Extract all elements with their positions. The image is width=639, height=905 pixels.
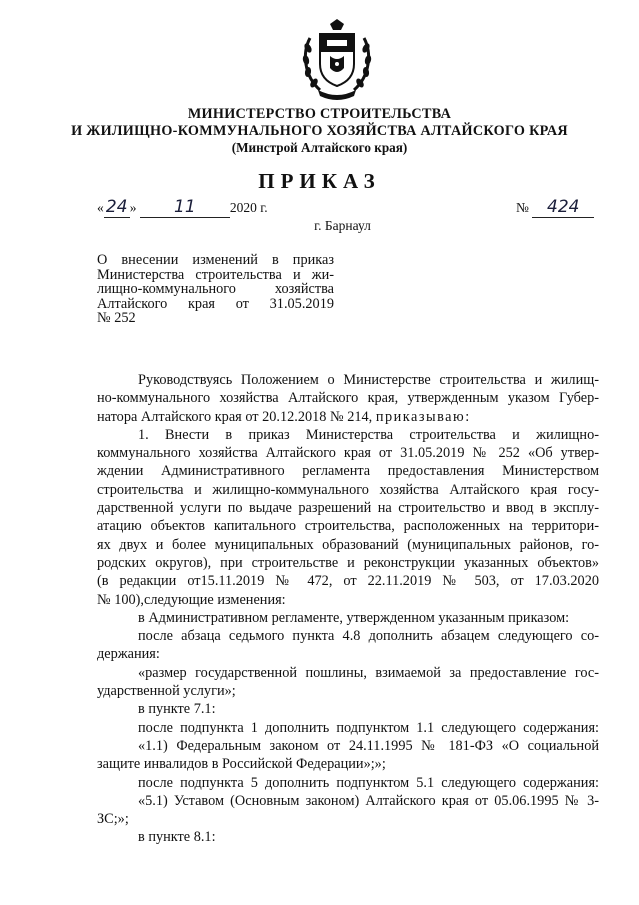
date-year: 2020 г. [229, 200, 268, 215]
date-close-quote: » [129, 200, 137, 215]
date-day: 24 [104, 197, 130, 218]
body-line: после подпункта 1 дополнить подпунктом 1.1 следующего содержания: [138, 719, 599, 736]
order-body [97, 371, 599, 847]
body-line: в Административном регламенте, утвержденном указанным приказом: [138, 609, 570, 626]
order-subject [97, 253, 334, 326]
body-line: (в редакции от15.11.2019 № 472, от 22.11.2019 № 503, от 17.03.2020 [97, 573, 599, 590]
body-line: в пункте 8.1: [138, 829, 216, 846]
subject-line: О внесении изменений в приказ [97, 252, 334, 268]
subject-line: Алтайского края от 31.05.2019 [97, 295, 334, 312]
subject-line: № 252 [97, 310, 136, 326]
number-value: 424 [532, 197, 594, 218]
number-label: № [516, 200, 529, 215]
document-type-title: ПРИКАЗ [258, 169, 381, 193]
document-date [97, 197, 268, 218]
date-month: 11 [140, 197, 230, 218]
altai-krai-coat-of-arms-icon [300, 18, 374, 102]
body-line: «1.1) Федеральным законом от 24.11.1995 № 181-ФЗ «О социальной [138, 737, 599, 754]
body-line-text: натора Алтайского края от 20.12.2018 № 214, [97, 408, 373, 425]
ministry-short-name: (Минстрой Алтайского края) [231, 140, 408, 155]
body-line: дарственной услуги по выдаче разрешений на строительство и ввод в эксплу- [97, 500, 599, 517]
body-line: атацию объектов капитального строительства, расположенных на территори- [97, 518, 599, 535]
order-directive-word: приказываю [375, 408, 466, 425]
body-line: родских округов), при строительстве и реконструкции указанных объектов» [97, 554, 599, 571]
body-line: в пункте 7.1: [138, 701, 216, 718]
subject-line: Министерства строительства и жи- [97, 266, 334, 283]
city: г. Барнаул [314, 218, 371, 233]
body-line: «размер государственной пошлины, взимаемой за предоставление гос- [138, 664, 599, 681]
ministry-name-line-2: И ЖИЛИЩНО-КОММУНАЛЬНОГО ХОЗЯЙСТВА АЛТАЙСКОГО КРАЯ [71, 123, 568, 139]
body-line: после абзаца седьмого пункта 4.8 дополнить абзацем следующего со- [138, 628, 599, 645]
body-line: № 100),следующие изменения: [97, 591, 286, 608]
body-line: но-коммунального хозяйства Алтайского края, утвержденным указом Губер- [97, 390, 599, 407]
body-line: «5.1) Уставом (Основным законом) Алтайского края от 05.06.1995 № 3- [138, 792, 599, 809]
body-line [97, 408, 599, 426]
body-line: защите инвалидов в Российской Федерации»;»; [97, 756, 386, 773]
date-open-quote: « [97, 200, 104, 215]
body-line: 1. Внести в приказ Министерства строительства и жилищно- [138, 426, 599, 443]
subject-line: лищно-коммунального хозяйства [97, 281, 334, 297]
body-line: держания: [97, 646, 160, 663]
body-line: ЗС;»; [97, 811, 129, 828]
body-line: Руководствуясь Положением о Министерстве строительства и жилищ- [138, 372, 599, 388]
body-line: ях двух и более муниципальных образований (муниципальных районов, го- [97, 536, 599, 553]
body-line: после подпункта 5 дополнить подпунктом 5.1 следующего содержания: [138, 774, 599, 791]
document-number [516, 197, 594, 218]
body-line: строительства и жилищно-коммунального хозяйства Алтайского края госу- [97, 481, 599, 498]
ministry-name-line-1: МИНИСТЕРСТВО СТРОИТЕЛЬСТВА [187, 106, 452, 122]
body-line-text: : [465, 408, 470, 425]
body-line: ждении Административного регламента предоставления Министерством [97, 463, 599, 480]
body-line: коммунального хозяйства Алтайского края от 31.05.2019 № 252 «Об утвер- [97, 445, 599, 462]
body-line: ударственной услуги»; [97, 683, 236, 700]
